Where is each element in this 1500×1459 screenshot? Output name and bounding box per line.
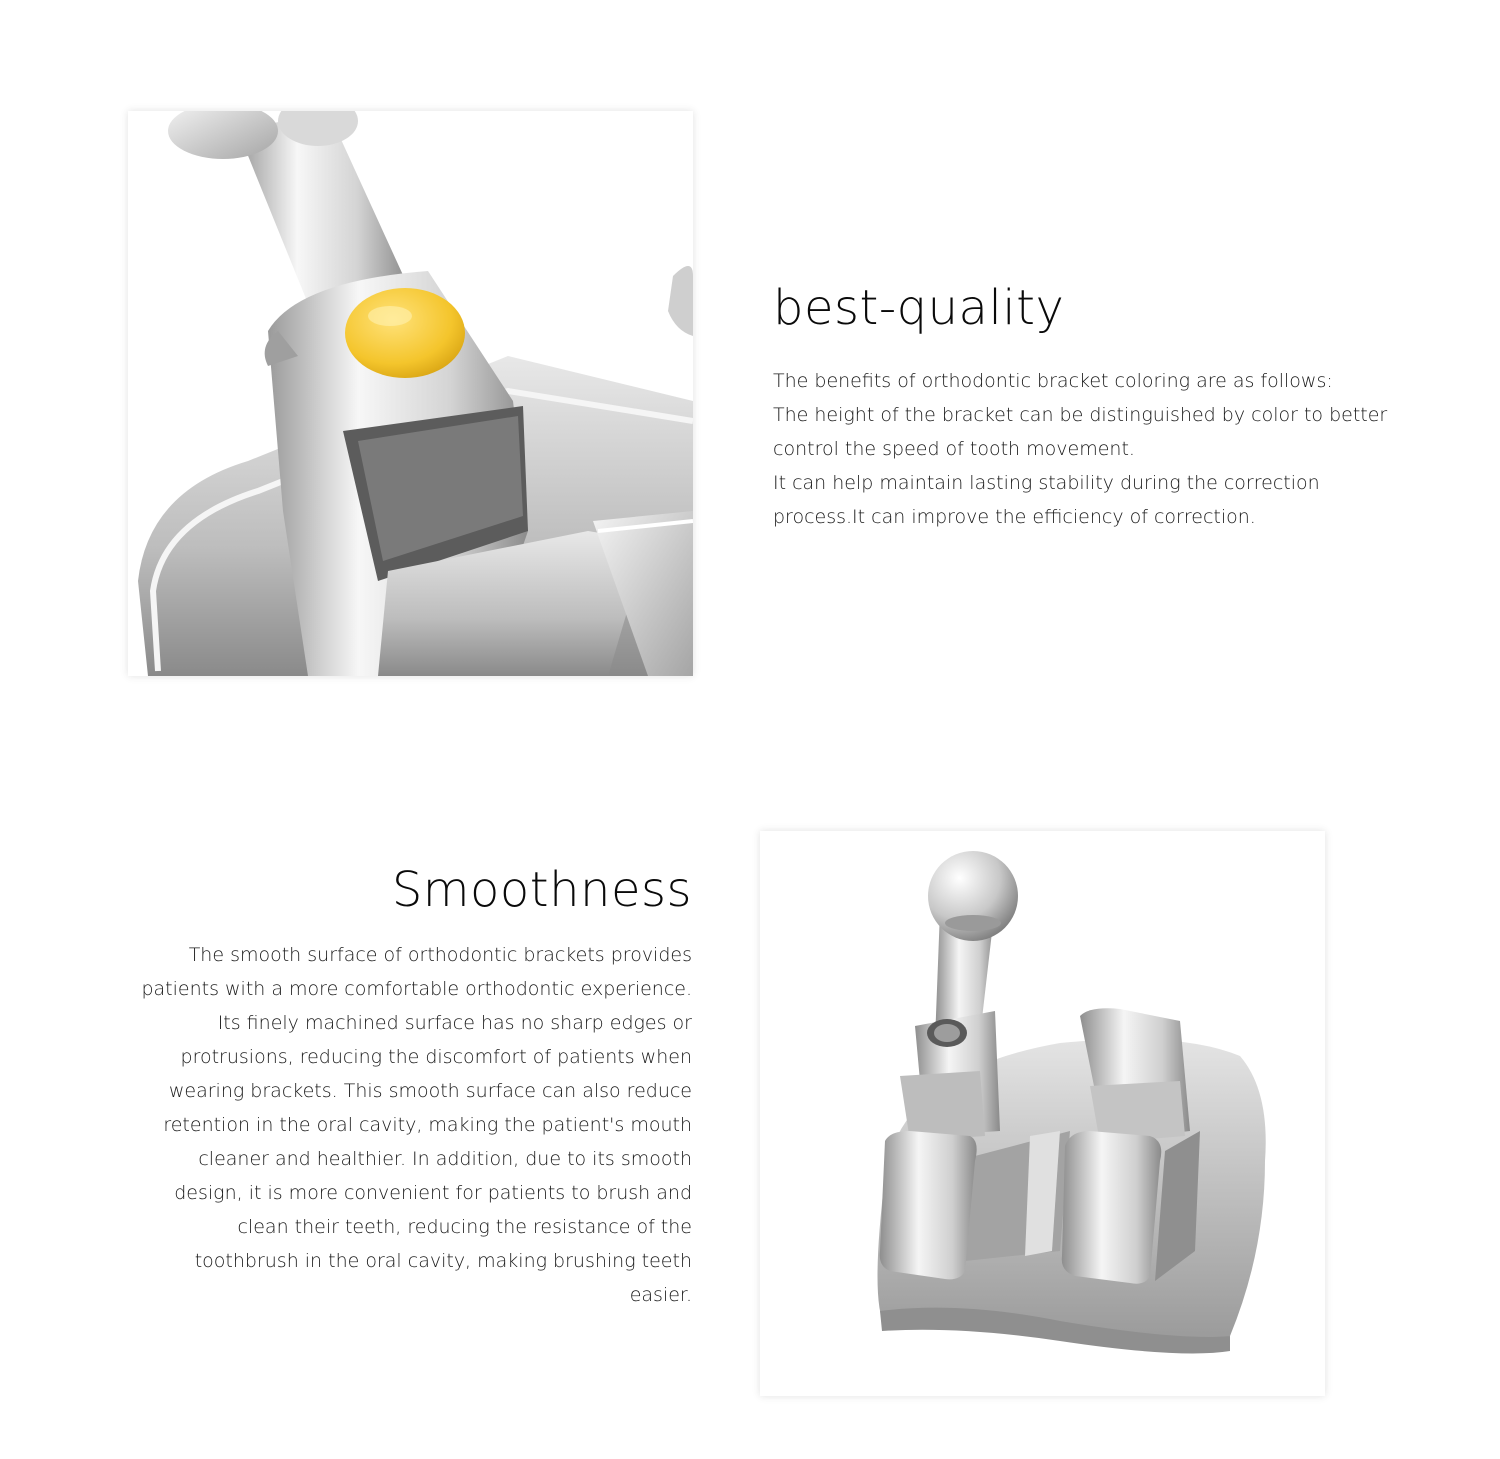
text-line: It can help maintain lasting stability during the correction (773, 472, 1320, 494)
text-line: toothbrush in the oral cavity, making brushing teeth (194, 1250, 692, 1272)
text-line: easier. (629, 1284, 692, 1306)
text-line: design, it is more convenient for patients to brush and (174, 1182, 692, 1204)
text-line: retention in the oral cavity, making the patient's mouth (163, 1114, 692, 1136)
text-line: wearing brackets. This smooth surface can also reduce (168, 1080, 692, 1102)
section-text-quality (773, 364, 1473, 534)
text-line: control the speed of tooth movement. (773, 438, 1135, 460)
text-line: cleaner and healthier. In addition, due to its smooth (198, 1148, 692, 1170)
bracket-closeup-image (128, 111, 693, 676)
section-title-smoothness: Smoothness (391, 862, 692, 918)
text-line: protrusions, reducing the discomfort of patients when (180, 1046, 692, 1068)
text-line: clean their teeth, reducing the resistance of the (237, 1216, 692, 1238)
text-line: The benefits of orthodontic bracket coloring are as follows: (773, 370, 1333, 392)
text-line: patients with a more comfortable orthodontic experience. (141, 978, 692, 1000)
section-title-quality: best-quality (773, 280, 1065, 336)
color-dot-icon (345, 288, 465, 378)
text-line: Its finely machined surface has no sharp edges or (217, 1012, 692, 1034)
text-line: process.It can improve the efficiency of correction. (773, 506, 1256, 528)
text-line: The height of the bracket can be distinguished by color to better (773, 404, 1388, 426)
text-line: The smooth surface of orthodontic brackets provides (188, 944, 692, 966)
bracket-full-image (760, 831, 1325, 1396)
section-text-smoothness (92, 938, 692, 1312)
